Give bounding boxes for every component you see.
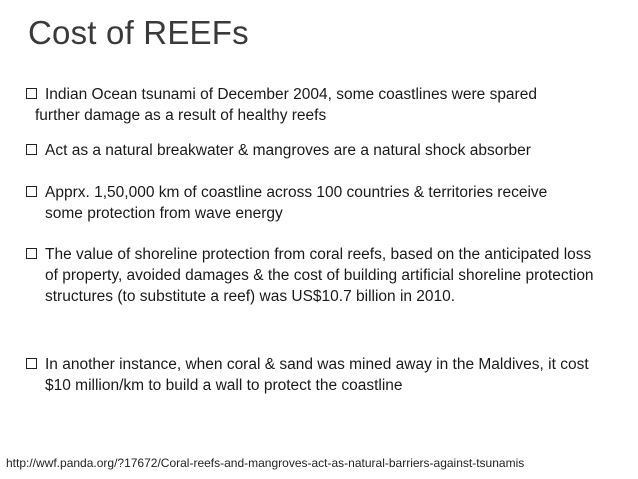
bullet-item <box>26 244 596 307</box>
bullet-text-line: further damage as a result of healthy reefs <box>35 107 327 124</box>
bullet-item <box>26 140 531 161</box>
checkbox-square-icon <box>26 358 37 369</box>
bullet-item <box>26 84 537 126</box>
bullet-text: Apprx. 1,50,000 km of coastline across 100 countries & territories receive some protection from wave energy <box>45 184 548 222</box>
source-link[interactable]: http://wwf.panda.org/?17672/Coral-reefs-and-mangroves-act-as-natural-barriers-against-tsunamis <box>6 456 525 470</box>
checkbox-square-icon <box>26 88 37 99</box>
checkbox-square-icon <box>26 186 37 197</box>
checkbox-square-icon <box>26 248 37 259</box>
bullet-text: The value of shoreline protection from coral reefs, based on the anticipated loss of property, avoided damages & the cost of building artificial shoreline protection structures (to substitute a reef) was US$10.7 billion in 2010. <box>45 246 594 305</box>
bullet-item <box>26 354 596 396</box>
bullet-text-line: Indian Ocean tsunami of December 2004, some coastlines were spared <box>45 86 537 103</box>
bullet-text: Act as a natural breakwater & mangroves are a natural shock absorber <box>45 142 531 159</box>
slide-title: Cost of REEFs <box>28 14 249 51</box>
bullet-text <box>35 84 537 126</box>
bullet-text: In another instance, when coral & sand was mined away in the Maldives, it cost $10 million/km to build a wall to protect the coastline <box>45 356 589 394</box>
checkbox-square-icon <box>26 144 37 155</box>
bullet-item <box>26 182 586 224</box>
